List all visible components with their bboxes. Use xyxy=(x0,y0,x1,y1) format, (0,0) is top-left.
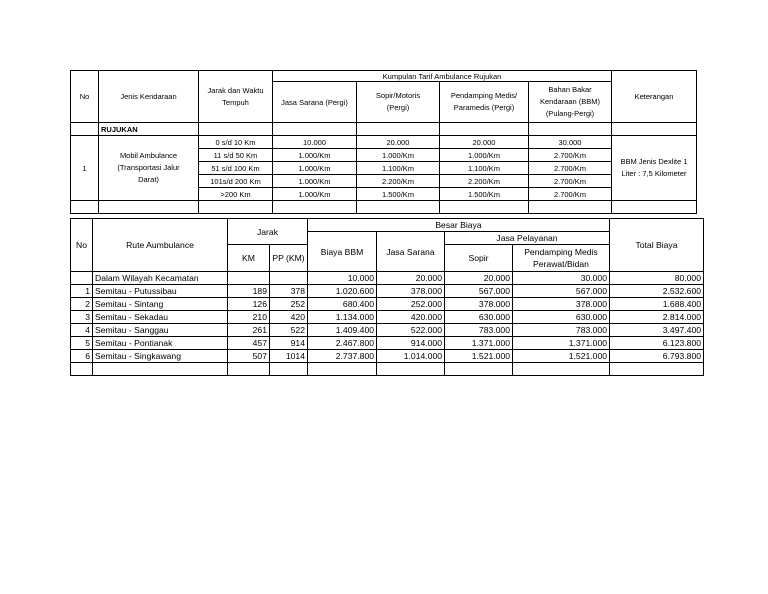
biaya-total: 2.532.600 xyxy=(610,285,704,298)
biaya-total: 6.793.800 xyxy=(610,350,704,363)
biaya-sopir: 567.000 xyxy=(445,285,513,298)
biaya-pp: 378 xyxy=(270,285,308,298)
biaya-sopir: 1.371.000 xyxy=(445,337,513,350)
biaya-total: 80.000 xyxy=(610,272,704,285)
tarif-header-pendamping xyxy=(440,82,529,123)
biaya-header-km: KM xyxy=(228,245,270,272)
biaya-total: 6.123.800 xyxy=(610,337,704,350)
biaya-no: 6 xyxy=(71,350,93,363)
biaya-pendamping: 567.000 xyxy=(513,285,610,298)
biaya-bbm: 1.409.400 xyxy=(308,324,377,337)
tarif-table xyxy=(70,70,697,214)
biaya-pendamping: 378.000 xyxy=(513,298,610,311)
biaya-header-no: No xyxy=(71,219,93,272)
biaya-jasa: 522.000 xyxy=(377,324,445,337)
tarif-jarak: >200 Km xyxy=(199,188,273,201)
tarif-header-row xyxy=(71,71,697,82)
tarif-header-no: No xyxy=(71,71,99,123)
biaya-header-pendamping xyxy=(513,245,610,272)
tarif-header-bbm xyxy=(529,82,612,123)
biaya-km: 507 xyxy=(228,350,270,363)
tarif-bbm: 2.700/Km xyxy=(529,149,612,162)
tarif-sopir: 20.000 xyxy=(357,136,440,149)
biaya-total: 3.497.400 xyxy=(610,324,704,337)
biaya-rute: Semitau - Singkawang xyxy=(93,350,228,363)
tarif-header-bbm-line3: (Pulang-Pergi) xyxy=(545,109,595,118)
biaya-sopir: 20.000 xyxy=(445,272,513,285)
tarif-header-bbm-line1: Bahan Bakar xyxy=(548,85,592,94)
biaya-bbm: 10.000 xyxy=(308,272,377,285)
biaya-header-pp: PP (KM) xyxy=(270,245,308,272)
biaya-no xyxy=(71,272,93,285)
biaya-header-pelayanan: Jasa Pelayanan xyxy=(445,232,610,245)
table-row xyxy=(71,311,704,324)
tarif-pendamping: 2.200/Km xyxy=(440,175,529,188)
tarif-row xyxy=(71,136,697,149)
tarif-section-no xyxy=(71,123,99,136)
biaya-km: 261 xyxy=(228,324,270,337)
biaya-pp: 522 xyxy=(270,324,308,337)
tarif-jasa: 10.000 xyxy=(273,136,357,149)
biaya-no: 5 xyxy=(71,337,93,350)
tarif-sopir: 1.500/Km xyxy=(357,188,440,201)
tarif-jasa: 1.000/Km xyxy=(273,149,357,162)
biaya-rute: Semitau - Sekadau xyxy=(93,311,228,324)
biaya-rute: Semitau - Pontianak xyxy=(93,337,228,350)
biaya-no: 3 xyxy=(71,311,93,324)
tarif-jarak: 101s/d 200 Km xyxy=(199,175,273,188)
tarif-header-sopir-line2: (Pergi) xyxy=(386,103,410,112)
biaya-jasa: 420.000 xyxy=(377,311,445,324)
biaya-pendamping: 783.000 xyxy=(513,324,610,337)
biaya-no: 2 xyxy=(71,298,93,311)
biaya-rute: Semitau - Sintang xyxy=(93,298,228,311)
biaya-rute: Dalam Wilayah Kecamatan xyxy=(93,272,228,285)
tarif-keterangan-line2: Liter : 7,5 Kilometer xyxy=(621,169,687,178)
tarif-bbm: 2.700/Km xyxy=(529,188,612,201)
tarif-sopir: 1.100/Km xyxy=(357,162,440,175)
biaya-pp: 914 xyxy=(270,337,308,350)
table-row xyxy=(71,337,704,350)
biaya-pp xyxy=(270,272,308,285)
biaya-sopir: 783.000 xyxy=(445,324,513,337)
biaya-total: 1.688.400 xyxy=(610,298,704,311)
tarif-jarak: 0 s/d 10 Km xyxy=(199,136,273,149)
biaya-pp: 420 xyxy=(270,311,308,324)
biaya-empty-row xyxy=(71,363,704,376)
tarif-empty-row xyxy=(71,201,697,214)
biaya-no: 4 xyxy=(71,324,93,337)
biaya-no: 1 xyxy=(71,285,93,298)
biaya-bbm: 680.400 xyxy=(308,298,377,311)
biaya-header-bbm: Biaya BBM xyxy=(308,232,377,272)
tarif-sopir: 2.200/Km xyxy=(357,175,440,188)
biaya-pendamping: 630.000 xyxy=(513,311,610,324)
biaya-total: 2.814.000 xyxy=(610,311,704,324)
tarif-header-jarak-line1: Jarak dan Waktu xyxy=(207,85,264,95)
biaya-jasa: 252.000 xyxy=(377,298,445,311)
biaya-header-row xyxy=(71,219,704,232)
tarif-keterangan xyxy=(612,136,697,201)
tarif-jasa: 1.000/Km xyxy=(273,162,357,175)
biaya-jasa: 1.014.000 xyxy=(377,350,445,363)
tarif-pendamping: 20.000 xyxy=(440,136,529,149)
biaya-km: 210 xyxy=(228,311,270,324)
tarif-header-sopir xyxy=(357,82,440,123)
tarif-vehicle-line2: (Transportasi Jalur xyxy=(117,163,180,172)
biaya-km: 457 xyxy=(228,337,270,350)
biaya-km: 189 xyxy=(228,285,270,298)
table-row xyxy=(71,324,704,337)
biaya-sopir: 1.521.000 xyxy=(445,350,513,363)
tarif-jasa: 1.000/Km xyxy=(273,188,357,201)
biaya-km: 126 xyxy=(228,298,270,311)
table-row xyxy=(71,272,704,285)
biaya-jasa: 914.000 xyxy=(377,337,445,350)
biaya-pp: 252 xyxy=(270,298,308,311)
biaya-pp: 1014 xyxy=(270,350,308,363)
tarif-header-jasa-sarana: Jasa Sarana (Pergi) xyxy=(273,82,357,123)
biaya-rute: Semitau - Sanggau xyxy=(93,324,228,337)
tarif-vehicle-line3: Darat) xyxy=(138,175,159,184)
tarif-header-jarak-line2: Tempuh xyxy=(222,97,249,107)
biaya-pendamping: 30.000 xyxy=(513,272,610,285)
biaya-header-jasa: Jasa Sarana xyxy=(377,232,445,272)
table-row xyxy=(71,285,704,298)
tarif-header-jarak xyxy=(199,71,273,123)
biaya-sopir: 378.000 xyxy=(445,298,513,311)
biaya-sopir: 630.000 xyxy=(445,311,513,324)
tarif-pendamping: 1.100/Km xyxy=(440,162,529,175)
tarif-vehicle-line1: Mobil Ambulance xyxy=(119,151,178,160)
tarif-header-bbm-line2: Kendaraan (BBM) xyxy=(539,97,601,106)
tarif-keterangan-line1: BBM Jenis Dexlite 1 xyxy=(620,157,688,166)
biaya-header-pendamping-line1: Pendamping Medis xyxy=(524,247,598,257)
tarif-header-jenis: Jenis Kendaraan xyxy=(99,71,199,123)
biaya-jasa: 20.000 xyxy=(377,272,445,285)
biaya-header-sopir: Sopir xyxy=(445,245,513,272)
tarif-header-pendamping-line2: Paramedis (Pergi) xyxy=(453,103,515,112)
biaya-bbm: 2.467.800 xyxy=(308,337,377,350)
tarif-jarak: 51 s/d 100 Km xyxy=(199,162,273,175)
biaya-jasa: 378.000 xyxy=(377,285,445,298)
biaya-header-besar: Besar Biaya xyxy=(308,219,610,232)
biaya-pendamping: 1.371.000 xyxy=(513,337,610,350)
tarif-bbm: 2.700/Km xyxy=(529,162,612,175)
biaya-header-jarak: Jarak xyxy=(228,219,308,245)
tarif-sopir: 1.000/Km xyxy=(357,149,440,162)
biaya-bbm: 1.134.000 xyxy=(308,311,377,324)
tarif-pendamping: 1.000/Km xyxy=(440,149,529,162)
biaya-bbm: 1.020.600 xyxy=(308,285,377,298)
tarif-bbm: 2.700/Km xyxy=(529,175,612,188)
biaya-pendamping: 1.521.000 xyxy=(513,350,610,363)
biaya-header-total: Total Biaya xyxy=(610,219,704,272)
biaya-bbm: 2.737.800 xyxy=(308,350,377,363)
tarif-jasa: 1.000/Km xyxy=(273,175,357,188)
biaya-table xyxy=(70,218,704,376)
table-row xyxy=(71,350,704,363)
tarif-header-sopir-line1: Sopir/Motoris xyxy=(375,91,421,100)
tarif-section-row xyxy=(71,123,697,136)
biaya-km xyxy=(228,272,270,285)
tarif-pendamping: 1.500/Km xyxy=(440,188,529,201)
biaya-rute: Semitau - Putussibau xyxy=(93,285,228,298)
tarif-jarak: 11 s/d 50 Km xyxy=(199,149,273,162)
tarif-row-no: 1 xyxy=(71,136,99,201)
tarif-header-keterangan: Keterangan xyxy=(612,71,697,123)
tarif-header-kumpulan: Kumpulan Tarif Ambulance Rujukan xyxy=(273,71,612,82)
biaya-header-pendamping-line2: Perawat/Bidan xyxy=(533,259,589,269)
table-row xyxy=(71,298,704,311)
tarif-bbm: 30.000 xyxy=(529,136,612,149)
tarif-header-pendamping-line1: Pendamping Medis/ xyxy=(450,91,518,100)
tarif-section-label: RUJUKAN xyxy=(99,123,199,136)
tarif-vehicle xyxy=(99,136,199,201)
biaya-header-rute: Rute Aumbulance xyxy=(93,219,228,272)
